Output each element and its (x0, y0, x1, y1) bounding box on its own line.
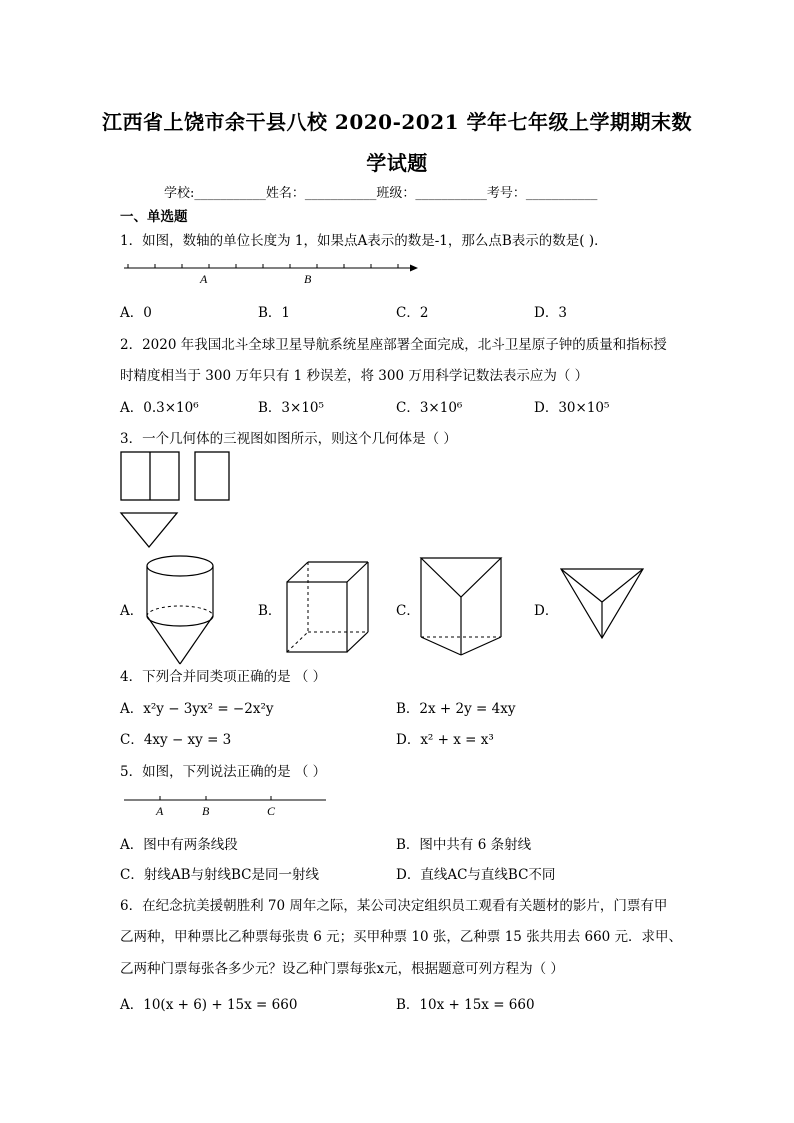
q3-option-a[interactable]: A． (120, 603, 144, 619)
q2-option-b[interactable]: B．3×10⁵ (258, 400, 324, 416)
q5-option-a[interactable]: A．图中有两条线段 (120, 837, 238, 853)
q5-option-b[interactable]: B．图中共有 6 条射线 (396, 837, 532, 853)
q5-option-c[interactable]: C．射线AB与射线BC是同一射线 (120, 867, 319, 883)
point-b-label: B (304, 272, 312, 286)
q1-stem: 1．如图，数轴的单位长度为 1，如果点A表示的数是-1，那么点B表示的数是( )． (120, 233, 608, 249)
point-b-label: B (202, 804, 210, 818)
point-a-label: A (200, 272, 208, 286)
q4-option-d[interactable]: D．x² + x = x³ (396, 732, 494, 748)
q5-stem: 5．如图，下列说法正确的是 （ ） (120, 764, 327, 780)
q4-option-b[interactable]: B．2x + 2y = 4xy (396, 701, 516, 717)
point-a-label: A (156, 804, 164, 818)
q3-stem: 3．一个几何体的三视图如图所示，则这个几何体是（ ） (120, 431, 457, 447)
q2-stem-line1: 2．2020 年我国北斗全球卫星导航系统星座部署全面完成，北斗卫星原子钟的质量和指标授 (120, 337, 667, 353)
q4-option-c[interactable]: C．4xy − xy = 3 (120, 732, 232, 748)
q2-option-a[interactable]: A．0.3×10⁶ (120, 400, 199, 416)
q1-option-a[interactable]: A．0 (120, 305, 152, 321)
q1-option-b[interactable]: B．1 (258, 305, 291, 321)
q4-option-a[interactable]: A．x²y − 3yx² = −2x²y (120, 701, 274, 717)
q5-option-d[interactable]: D．直线AC与直线BC不同 (396, 867, 556, 883)
q6-stem-line1: 6．在纪念抗美援朝胜利 70 周年之际，某公司决定组织员工观看有关题材的影片，门票有甲 (120, 898, 668, 914)
point-c-label: C (267, 804, 276, 818)
cylinder-cone-shape (140, 554, 230, 669)
q6-stem-line3: 乙两种门票每张各多少元？设乙种门票每张x元，根据题意可列方程为（ ） (120, 961, 564, 977)
q6-option-b[interactable]: B．10x + 15x = 660 (396, 997, 535, 1013)
triangular-prism-shape (418, 555, 518, 665)
page-title-continued: 学试题 (366, 151, 428, 175)
q3-option-b[interactable]: B． (258, 603, 282, 619)
q6-stem-line2: 乙两种，甲种票比乙种票每张贵 6 元；买甲种票 10 张，乙种票 15 张共用去 660 元．求甲、 (120, 929, 683, 945)
triangular-pyramid-shape (558, 566, 648, 651)
q2-stem-line2: 时精度相当于 300 万年只有 1 秒误差，将 300 万用科学记数法表示应为（ ） (120, 368, 589, 384)
line-points-figure (122, 794, 332, 819)
cube-shape (284, 560, 384, 660)
number-line-figure (120, 256, 420, 286)
q1-option-c[interactable]: C．2 (396, 305, 429, 321)
q2-option-d[interactable]: D．30×10⁵ (534, 400, 610, 416)
section-title: 一、单选题 (120, 209, 188, 225)
q1-option-d[interactable]: D．3 (534, 305, 567, 321)
q3-option-c[interactable]: C． (396, 603, 420, 619)
q4-stem: 4．下列合并同类项正确的是 （ ） (120, 669, 327, 685)
q6-option-a[interactable]: A．10(x + 6) + 15x = 660 (120, 997, 298, 1013)
three-views-figure (118, 451, 238, 551)
page-title: 江西省上饶市余干县八校 2020-2021 学年七年级上学期期末数 (101, 110, 693, 134)
q2-option-c[interactable]: C．3×10⁶ (396, 400, 463, 416)
q3-option-d[interactable]: D． (534, 603, 559, 619)
student-info-fields: 学校:___________姓名：___________班级：___________考号：___________ (164, 186, 598, 201)
